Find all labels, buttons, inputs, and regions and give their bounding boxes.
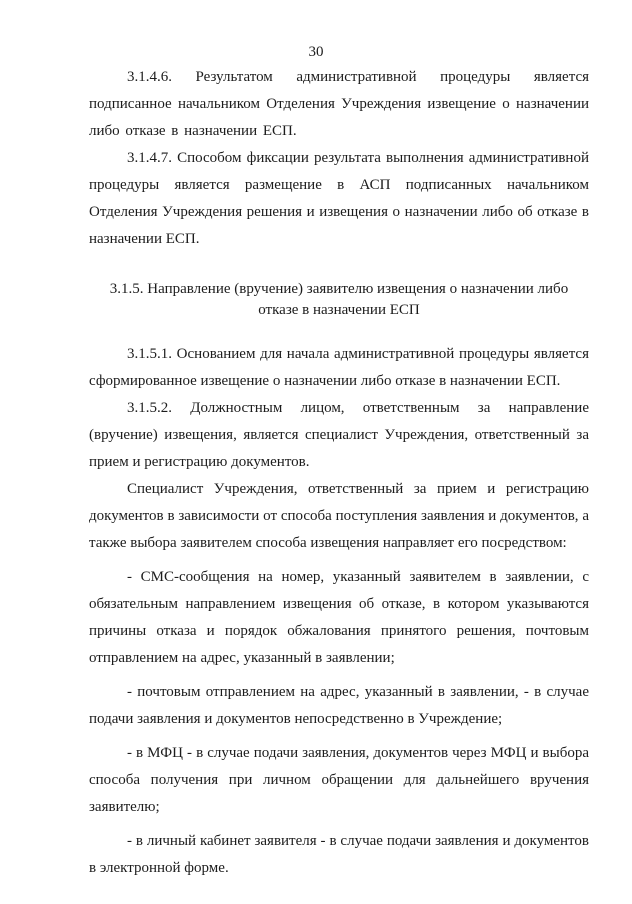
list-item-mfc: - в МФЦ - в случае подачи заявления, документов через МФЦ и выбора способа получения при личном обращении для дальнейшего вручения заявителю; — [89, 745, 589, 815]
section-heading-line-2: отказе в назначении ЕСП — [258, 302, 420, 318]
paragraph-3-1-5-2: 3.1.5.2. Должностным лицом, ответственным за направление (вручение) извещения, является специалист Учреждения, ответственный за прием и регистрацию документов. — [89, 400, 589, 470]
paragraph-specialist: Специалист Учреждения, ответственный за прием и регистрацию документов в зависимости от способа поступления заявления и документов, а также выбора заявителем способа извещения направляет его посредством: — [89, 481, 589, 551]
section-heading-3-1-5 — [89, 279, 589, 321]
paragraph-3-1-5-1: 3.1.5.1. Основанием для начала административной процедуры является сформированное извещение о назначении либо отказе в назначении ЕСП. — [89, 346, 589, 389]
section-heading-line-1: 3.1.5. Направление (вручение) заявителю извещения о назначении либо — [109, 281, 569, 297]
list-item-post: - почтовым отправлением на адрес, указанный в заявлении, - в случае подачи заявления и документов непосредственно в Учреждение; — [89, 684, 589, 727]
page-number: 30 — [308, 44, 324, 60]
paragraph-3-1-4-6: 3.1.4.6. Результатом административной процедуры является подписанное начальником Отделения Учреждения извещение о назначении либо отказе в назначении ЕСП. — [89, 69, 589, 139]
document-body — [89, 64, 589, 882]
list-item-sms: - СМС-сообщения на номер, указанный заявителем в заявлении, с обязательным направлением извещения об отказе, в котором указываются причины отказа и порядок обжалования принятого решения, почтовым отправлением на адрес, указанный в заявлении; — [89, 569, 589, 666]
paragraph-3-1-4-7: 3.1.4.7. Способом фиксации результата выполнения административной процедуры является размещение в АСП подписанных начальником Отделения Учреждения решения и извещения о назначении либо об отказе в назначении ЕСП. — [89, 150, 589, 247]
list-item-personal-account: - в личный кабинет заявителя - в случае подачи заявления и документов в электронной форме. — [89, 833, 589, 876]
